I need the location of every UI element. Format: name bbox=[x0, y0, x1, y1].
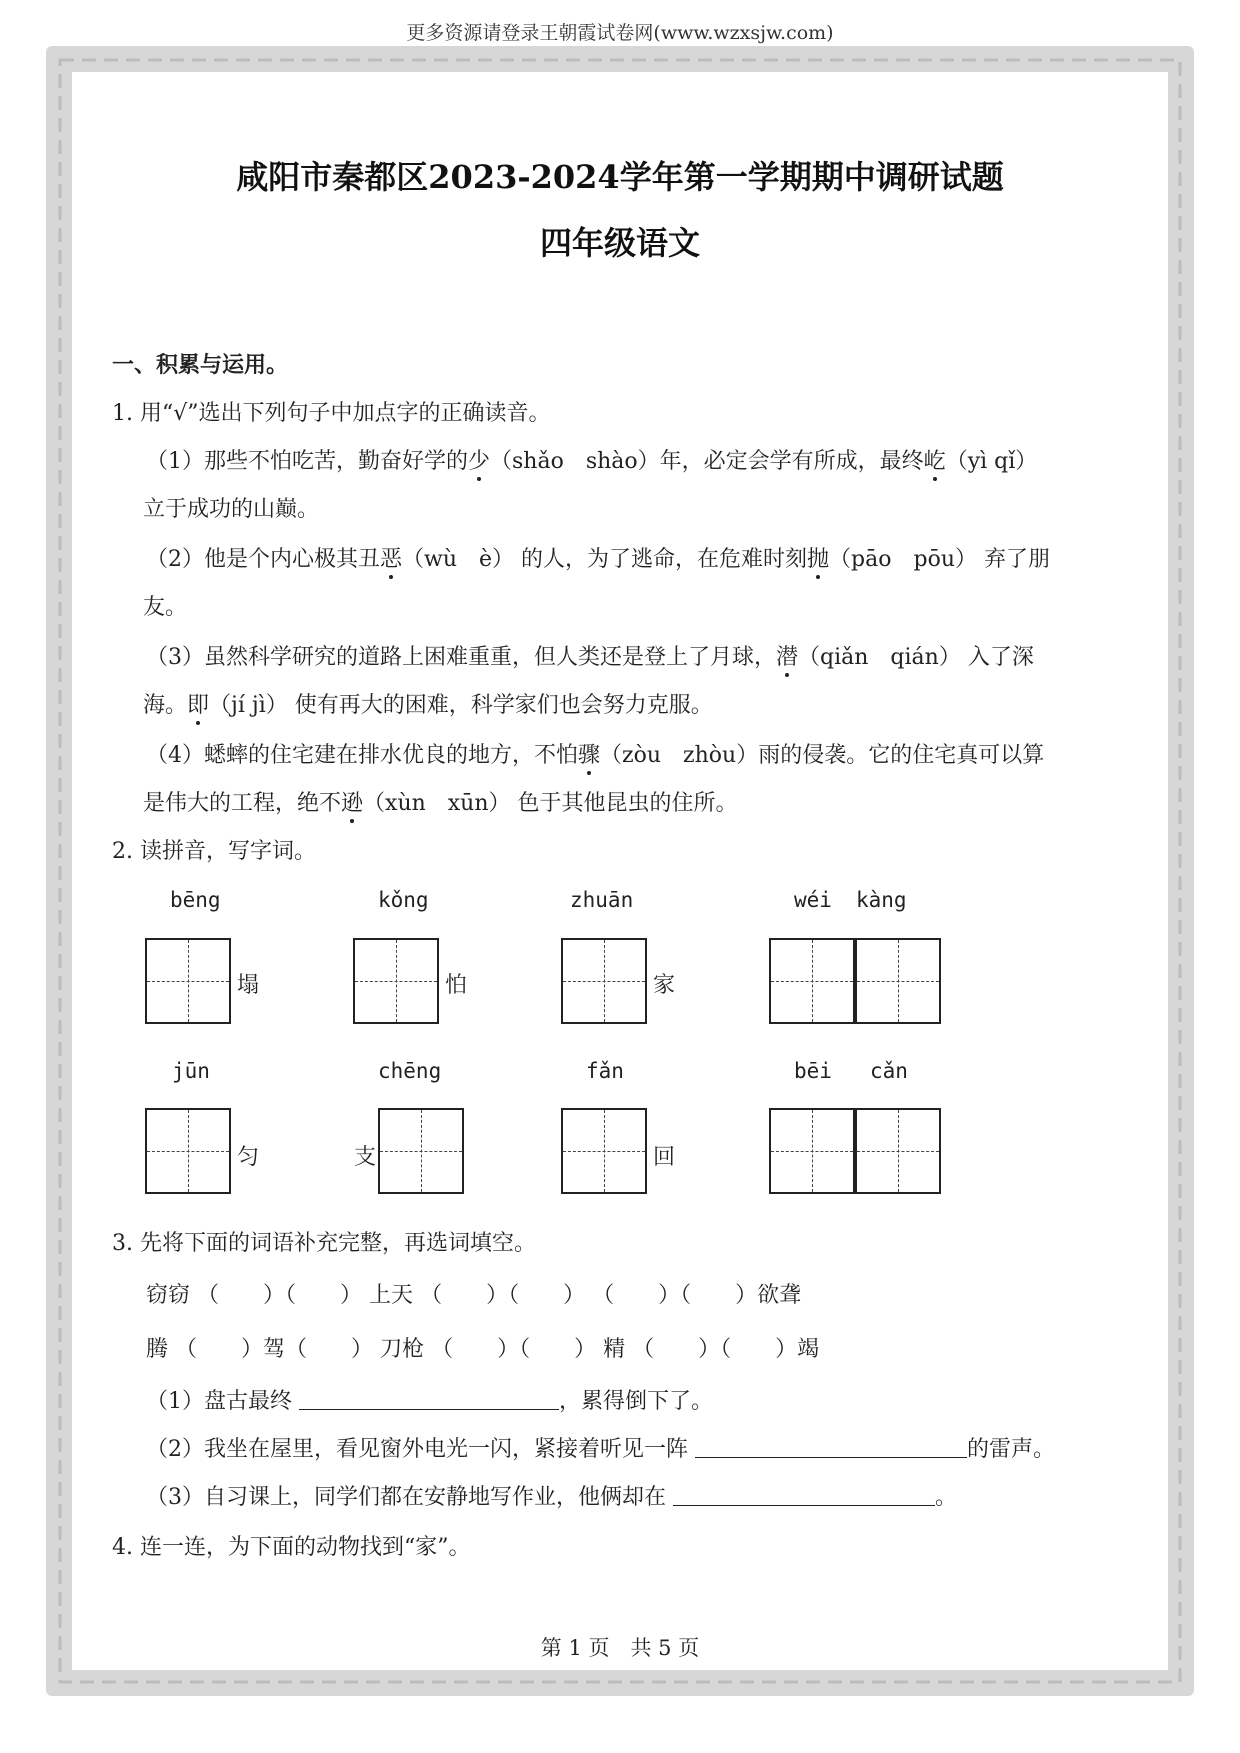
q3-stem: 3. 先将下面的词语补充完整，再选词填空。 bbox=[112, 1231, 536, 1256]
blank-paren[interactable]: （ ） bbox=[431, 1337, 520, 1362]
dotted-char: 骤 bbox=[578, 738, 600, 769]
text: （yì qǐ） bbox=[945, 449, 1038, 474]
blank-paren[interactable]: （ ） bbox=[508, 1283, 586, 1308]
dotted-char: 即 bbox=[187, 688, 209, 719]
answer-blank[interactable] bbox=[299, 1389, 559, 1410]
word: 欲聋 bbox=[757, 1283, 802, 1308]
dotted-char: 少 bbox=[468, 444, 490, 475]
dotted-char: 屹 bbox=[924, 444, 946, 475]
writing-box[interactable] bbox=[145, 1108, 231, 1194]
blank-paren[interactable]: （ ） bbox=[680, 1283, 758, 1308]
word: 刀枪 bbox=[380, 1337, 425, 1362]
pinyin: kǒng bbox=[378, 888, 429, 912]
text: （4）蟋蟀的住宅建在排水优良的地方，不怕 bbox=[146, 743, 578, 768]
text: （3）自习课上，同学们都在安静地写作业，他俩却在 bbox=[146, 1485, 666, 1510]
word: 驾 bbox=[263, 1337, 286, 1362]
pinyin: kàng bbox=[856, 888, 907, 912]
q3-word-row1 bbox=[146, 1278, 801, 1309]
text: （3）虽然科学研究的道路上困难重重，但人类还是登上了月球， bbox=[146, 645, 776, 670]
given-char: 回 bbox=[653, 1145, 676, 1170]
q1-item4-line1 bbox=[146, 738, 1044, 769]
given-char: 支 bbox=[354, 1145, 377, 1170]
word: 上天 bbox=[369, 1283, 414, 1308]
text: （zòu zhòu）雨的侵袭。它的住宅真可以算 bbox=[600, 743, 1045, 768]
dotted-char: 逊 bbox=[341, 786, 363, 817]
writing-box[interactable] bbox=[855, 938, 941, 1024]
q2-stem: 2. 读拼音，写字词。 bbox=[112, 839, 316, 864]
q1-item3-line2 bbox=[143, 688, 713, 719]
q1-item1-line1 bbox=[146, 444, 1037, 475]
q3-fill3 bbox=[146, 1480, 957, 1511]
answer-blank[interactable] bbox=[695, 1437, 967, 1458]
dotted-char: 潜 bbox=[776, 640, 798, 671]
writing-box[interactable] bbox=[145, 938, 231, 1024]
word: 窃窃 bbox=[146, 1283, 191, 1308]
resource-note: 更多资源请登录王朝霞试卷网(www.wzxsjw.com) bbox=[406, 22, 834, 44]
given-char: 怕 bbox=[445, 973, 468, 998]
text: （1）那些不怕吃苦，勤奋好学的 bbox=[146, 449, 468, 474]
word: 竭 bbox=[797, 1337, 820, 1362]
writing-box[interactable] bbox=[769, 938, 855, 1024]
blank-paren[interactable]: （ ） bbox=[519, 1337, 597, 1362]
blank-paren[interactable]: （ ） bbox=[720, 1337, 798, 1362]
text: 的雷声。 bbox=[967, 1437, 1056, 1462]
pinyin: bēi bbox=[794, 1059, 832, 1083]
blank-paren[interactable]: （ ） bbox=[420, 1283, 509, 1308]
text: （wù è） 的人，为了逃命，在危难时刻 bbox=[402, 547, 808, 572]
blank-paren[interactable]: （ ） bbox=[592, 1283, 681, 1308]
given-char: 塌 bbox=[237, 973, 260, 998]
text: 海。 bbox=[143, 693, 188, 718]
text: （jí jì） 使有再大的困难，科学家们也会努力克服。 bbox=[209, 693, 713, 718]
writing-box[interactable] bbox=[378, 1108, 464, 1194]
text: （qiǎn qián） 入了深 bbox=[798, 645, 1034, 670]
text: （1）盘古最终 bbox=[146, 1389, 292, 1414]
q1-item2-line1 bbox=[146, 542, 1050, 573]
dotted-char: 抛 bbox=[807, 542, 829, 573]
text: （pāo pōu） 弃了朋 bbox=[829, 547, 1050, 572]
pinyin: bēng bbox=[170, 888, 221, 912]
pinyin: wéi bbox=[794, 888, 832, 912]
dotted-char: 恶 bbox=[380, 542, 402, 573]
q1-item3-line1 bbox=[146, 640, 1034, 671]
given-char: 家 bbox=[653, 973, 676, 998]
pinyin: jūn bbox=[172, 1059, 210, 1083]
section-heading: 一、积累与运用。 bbox=[112, 352, 289, 378]
word: 腾 bbox=[146, 1337, 169, 1362]
q1-item2-line2: 友。 bbox=[143, 595, 188, 620]
text: （xùn xūn） 色于其他昆虫的住所。 bbox=[363, 791, 738, 816]
q1-item4-line2 bbox=[143, 786, 738, 817]
q1-item1-line2: 立于成功的山巅。 bbox=[143, 497, 320, 522]
text: （2）我坐在屋里，看见窗外电光一闪，紧接着听见一阵 bbox=[146, 1437, 688, 1462]
text: ，累得倒下了。 bbox=[559, 1389, 714, 1414]
writing-box[interactable] bbox=[561, 1108, 647, 1194]
q3-fill1 bbox=[146, 1384, 713, 1415]
blank-paren[interactable]: （ ） bbox=[285, 1337, 374, 1362]
writing-box[interactable] bbox=[561, 938, 647, 1024]
blank-paren[interactable]: （ ） bbox=[285, 1283, 363, 1308]
text: 。 bbox=[935, 1485, 958, 1510]
text: （2）他是个内心极其丑 bbox=[146, 547, 380, 572]
writing-box[interactable] bbox=[353, 938, 439, 1024]
pinyin: chēng bbox=[378, 1059, 442, 1083]
given-char: 匀 bbox=[237, 1145, 260, 1170]
writing-box[interactable] bbox=[855, 1108, 941, 1194]
text: （shǎo shào）年，必定会学有所成，最终 bbox=[490, 449, 924, 474]
q3-word-row2 bbox=[146, 1332, 819, 1363]
writing-box[interactable] bbox=[769, 1108, 855, 1194]
q1-stem: 1. 用“√”选出下列句子中加点字的正确读音。 bbox=[112, 401, 551, 426]
answer-blank[interactable] bbox=[673, 1485, 935, 1506]
word: 精 bbox=[603, 1337, 626, 1362]
q4-stem: 4. 连一连，为下面的动物找到“家”。 bbox=[112, 1535, 471, 1560]
page-paper bbox=[72, 72, 1168, 1670]
exam-subtitle: 四年级语文 bbox=[539, 224, 700, 262]
blank-paren[interactable]: （ ） bbox=[175, 1337, 264, 1362]
blank-paren[interactable]: （ ） bbox=[197, 1283, 286, 1308]
text: 是伟大的工程，绝不 bbox=[143, 791, 342, 816]
page-footer: 第 1 页 共 5 页 bbox=[540, 1636, 700, 1660]
q3-fill2 bbox=[146, 1432, 1055, 1463]
pinyin: zhuān bbox=[570, 888, 634, 912]
pinyin: fǎn bbox=[586, 1059, 624, 1083]
exam-title: 咸阳市秦都区2023-2024学年第一学期期中调研试题 bbox=[236, 158, 1004, 196]
blank-paren[interactable]: （ ） bbox=[632, 1337, 721, 1362]
pinyin: cǎn bbox=[870, 1059, 908, 1083]
